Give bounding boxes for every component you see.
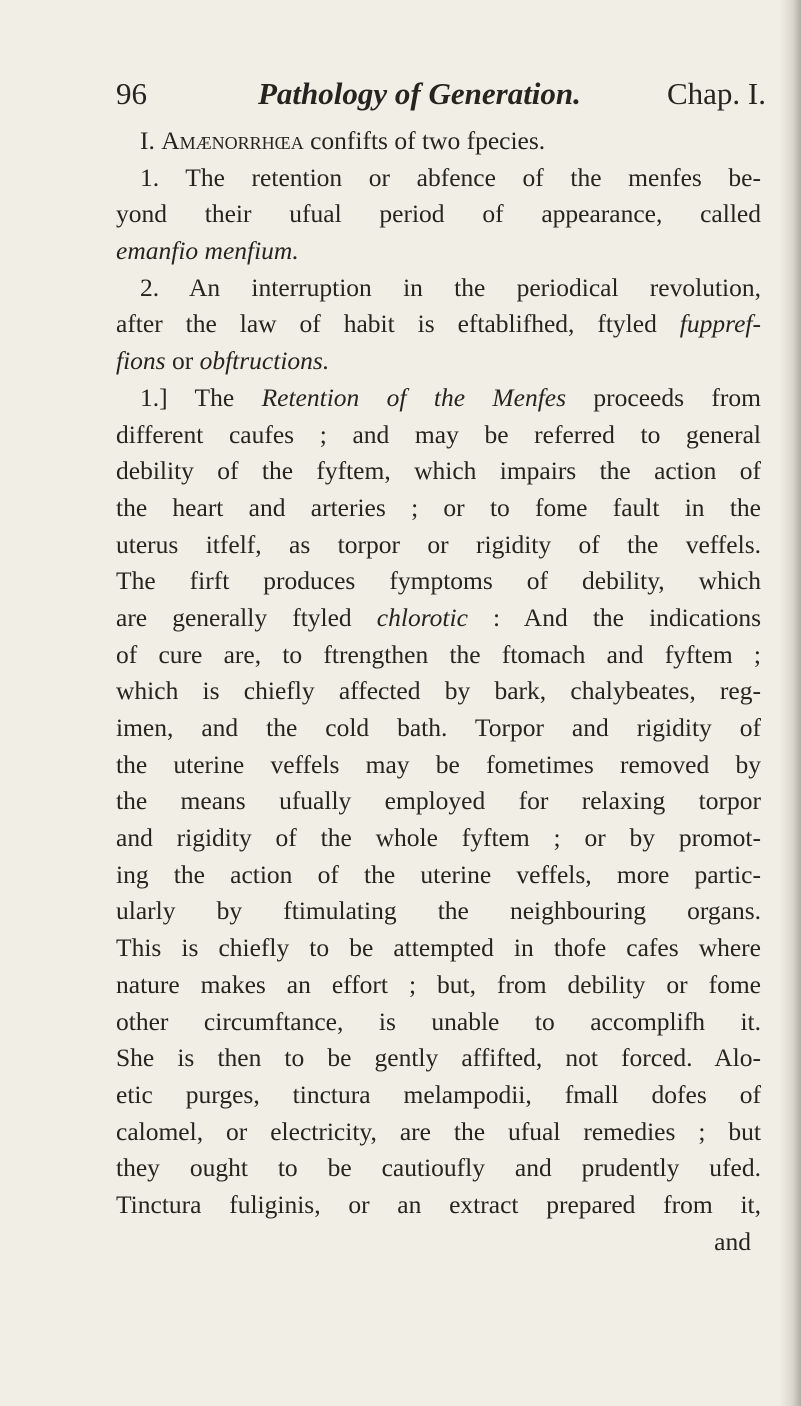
text-run: they ought to be cautioufly and prudently ufed.	[116, 1153, 761, 1183]
text-run: confifts of two fpecies.	[303, 126, 546, 155]
text-run: imen, and the cold bath. Torpor and rigidity of	[116, 713, 761, 742]
italic-text: fuppref-	[679, 309, 761, 339]
text-line	[116, 1150, 761, 1187]
text-line	[116, 380, 761, 417]
text-line	[116, 1187, 761, 1224]
italic-text: fions	[116, 346, 166, 376]
text-line	[116, 600, 761, 637]
text-line	[116, 857, 761, 894]
text-run: ing the action of the uterine veffels, more partic-	[116, 859, 761, 889]
text-run: calomel, or electricity, are the ufual remedies ; but	[116, 1116, 761, 1146]
text-line	[116, 820, 761, 857]
text-run: She is then to be gently affifted, not forced. Alo-	[116, 1043, 761, 1073]
italic-text: emanfio menfium.	[116, 236, 299, 266]
text-run: yond their ufual period of appearance, called	[116, 199, 761, 229]
body-text	[116, 123, 761, 1260]
text-line	[116, 710, 761, 747]
chapter-label: Chap. I.	[666, 76, 766, 111]
italic-text: chlorotic	[376, 602, 468, 632]
text-run: This is chiefly to be attempted in thofe cafes where	[116, 933, 761, 963]
text-run: 1. The retention or abfence of the menfes be-	[140, 162, 761, 192]
text-line	[116, 673, 761, 710]
text-line	[116, 1114, 761, 1151]
text-run: uterus itfelf, as torpor or rigidity of the veffels.	[116, 529, 761, 559]
text-run: 2. An interruption in the periodical revolution,	[140, 272, 761, 302]
text-line	[116, 453, 761, 490]
text-run: The firft produces fymptoms of debility, which	[116, 566, 761, 596]
text-line	[116, 930, 761, 967]
text-run: and rigidity of the whole fyftem ; or by promot-	[116, 823, 761, 853]
text-line	[116, 563, 761, 600]
running-head	[116, 76, 766, 116]
text-line	[116, 783, 761, 820]
text-run: the heart and arteries ; or to fome fault in the	[116, 492, 761, 522]
catchword	[116, 1224, 761, 1261]
text-line	[116, 490, 761, 527]
text-run: etic purges, tinctura melampodii, fmall dofes of	[116, 1079, 761, 1109]
text-line	[116, 270, 761, 307]
text-run: debility of the fyftem, which impairs the action of	[116, 456, 761, 486]
text-line	[116, 747, 761, 784]
text-line	[116, 1004, 761, 1041]
text-line	[116, 637, 761, 674]
text-run: nature makes an effort ; but, from debility or fome	[116, 969, 761, 999]
text-line	[116, 527, 761, 564]
text-run: different caufes ; and may be referred to general	[116, 419, 761, 449]
page-edge-shadow	[779, 0, 801, 1406]
text-line	[116, 893, 761, 930]
text-run: the means ufually employed for relaxing torpor	[116, 786, 761, 816]
text-run: other circumftance, is unable to accomplifh it.	[116, 1006, 761, 1036]
text-run: which is chiefly affected by bark, chalybeates, reg-	[116, 676, 761, 706]
small-caps-text: Amænorrhœa	[161, 126, 304, 155]
text-run: I.	[140, 126, 162, 155]
text-line	[116, 233, 761, 270]
text-line	[116, 417, 761, 454]
text-run: Tinctura fuliginis, or an extract prepared from it,	[116, 1189, 761, 1219]
text-run: after the law of habit is eftablifhed, ftyled	[116, 309, 680, 339]
text-line	[116, 306, 761, 343]
page-number: 96	[116, 76, 147, 111]
text-run: are generally ftyled	[116, 602, 377, 632]
text-run: : And the indications	[467, 602, 761, 632]
text-run: of cure are, to ftrengthen the ftomach and fyftem ;	[116, 639, 761, 669]
text-line	[116, 196, 761, 233]
text-run: and	[714, 1226, 751, 1256]
text-line	[116, 1077, 761, 1114]
running-title: Pathology of Generation.	[258, 76, 581, 111]
italic-text: obftructions.	[199, 346, 330, 376]
text-line	[116, 123, 761, 160]
text-run: or	[165, 346, 200, 376]
text-line	[116, 160, 761, 197]
text-line	[116, 1040, 761, 1077]
text-run: the uterine veffels may be fometimes removed by	[116, 749, 761, 779]
text-run: 1.] The	[140, 382, 262, 412]
text-line	[116, 967, 761, 1004]
text-run: proceeds from	[566, 382, 761, 412]
italic-text: Retention of the Menfes	[261, 382, 567, 412]
text-line	[116, 343, 761, 380]
text-run: ularly by ftimulating the neighbouring organs.	[116, 896, 761, 926]
